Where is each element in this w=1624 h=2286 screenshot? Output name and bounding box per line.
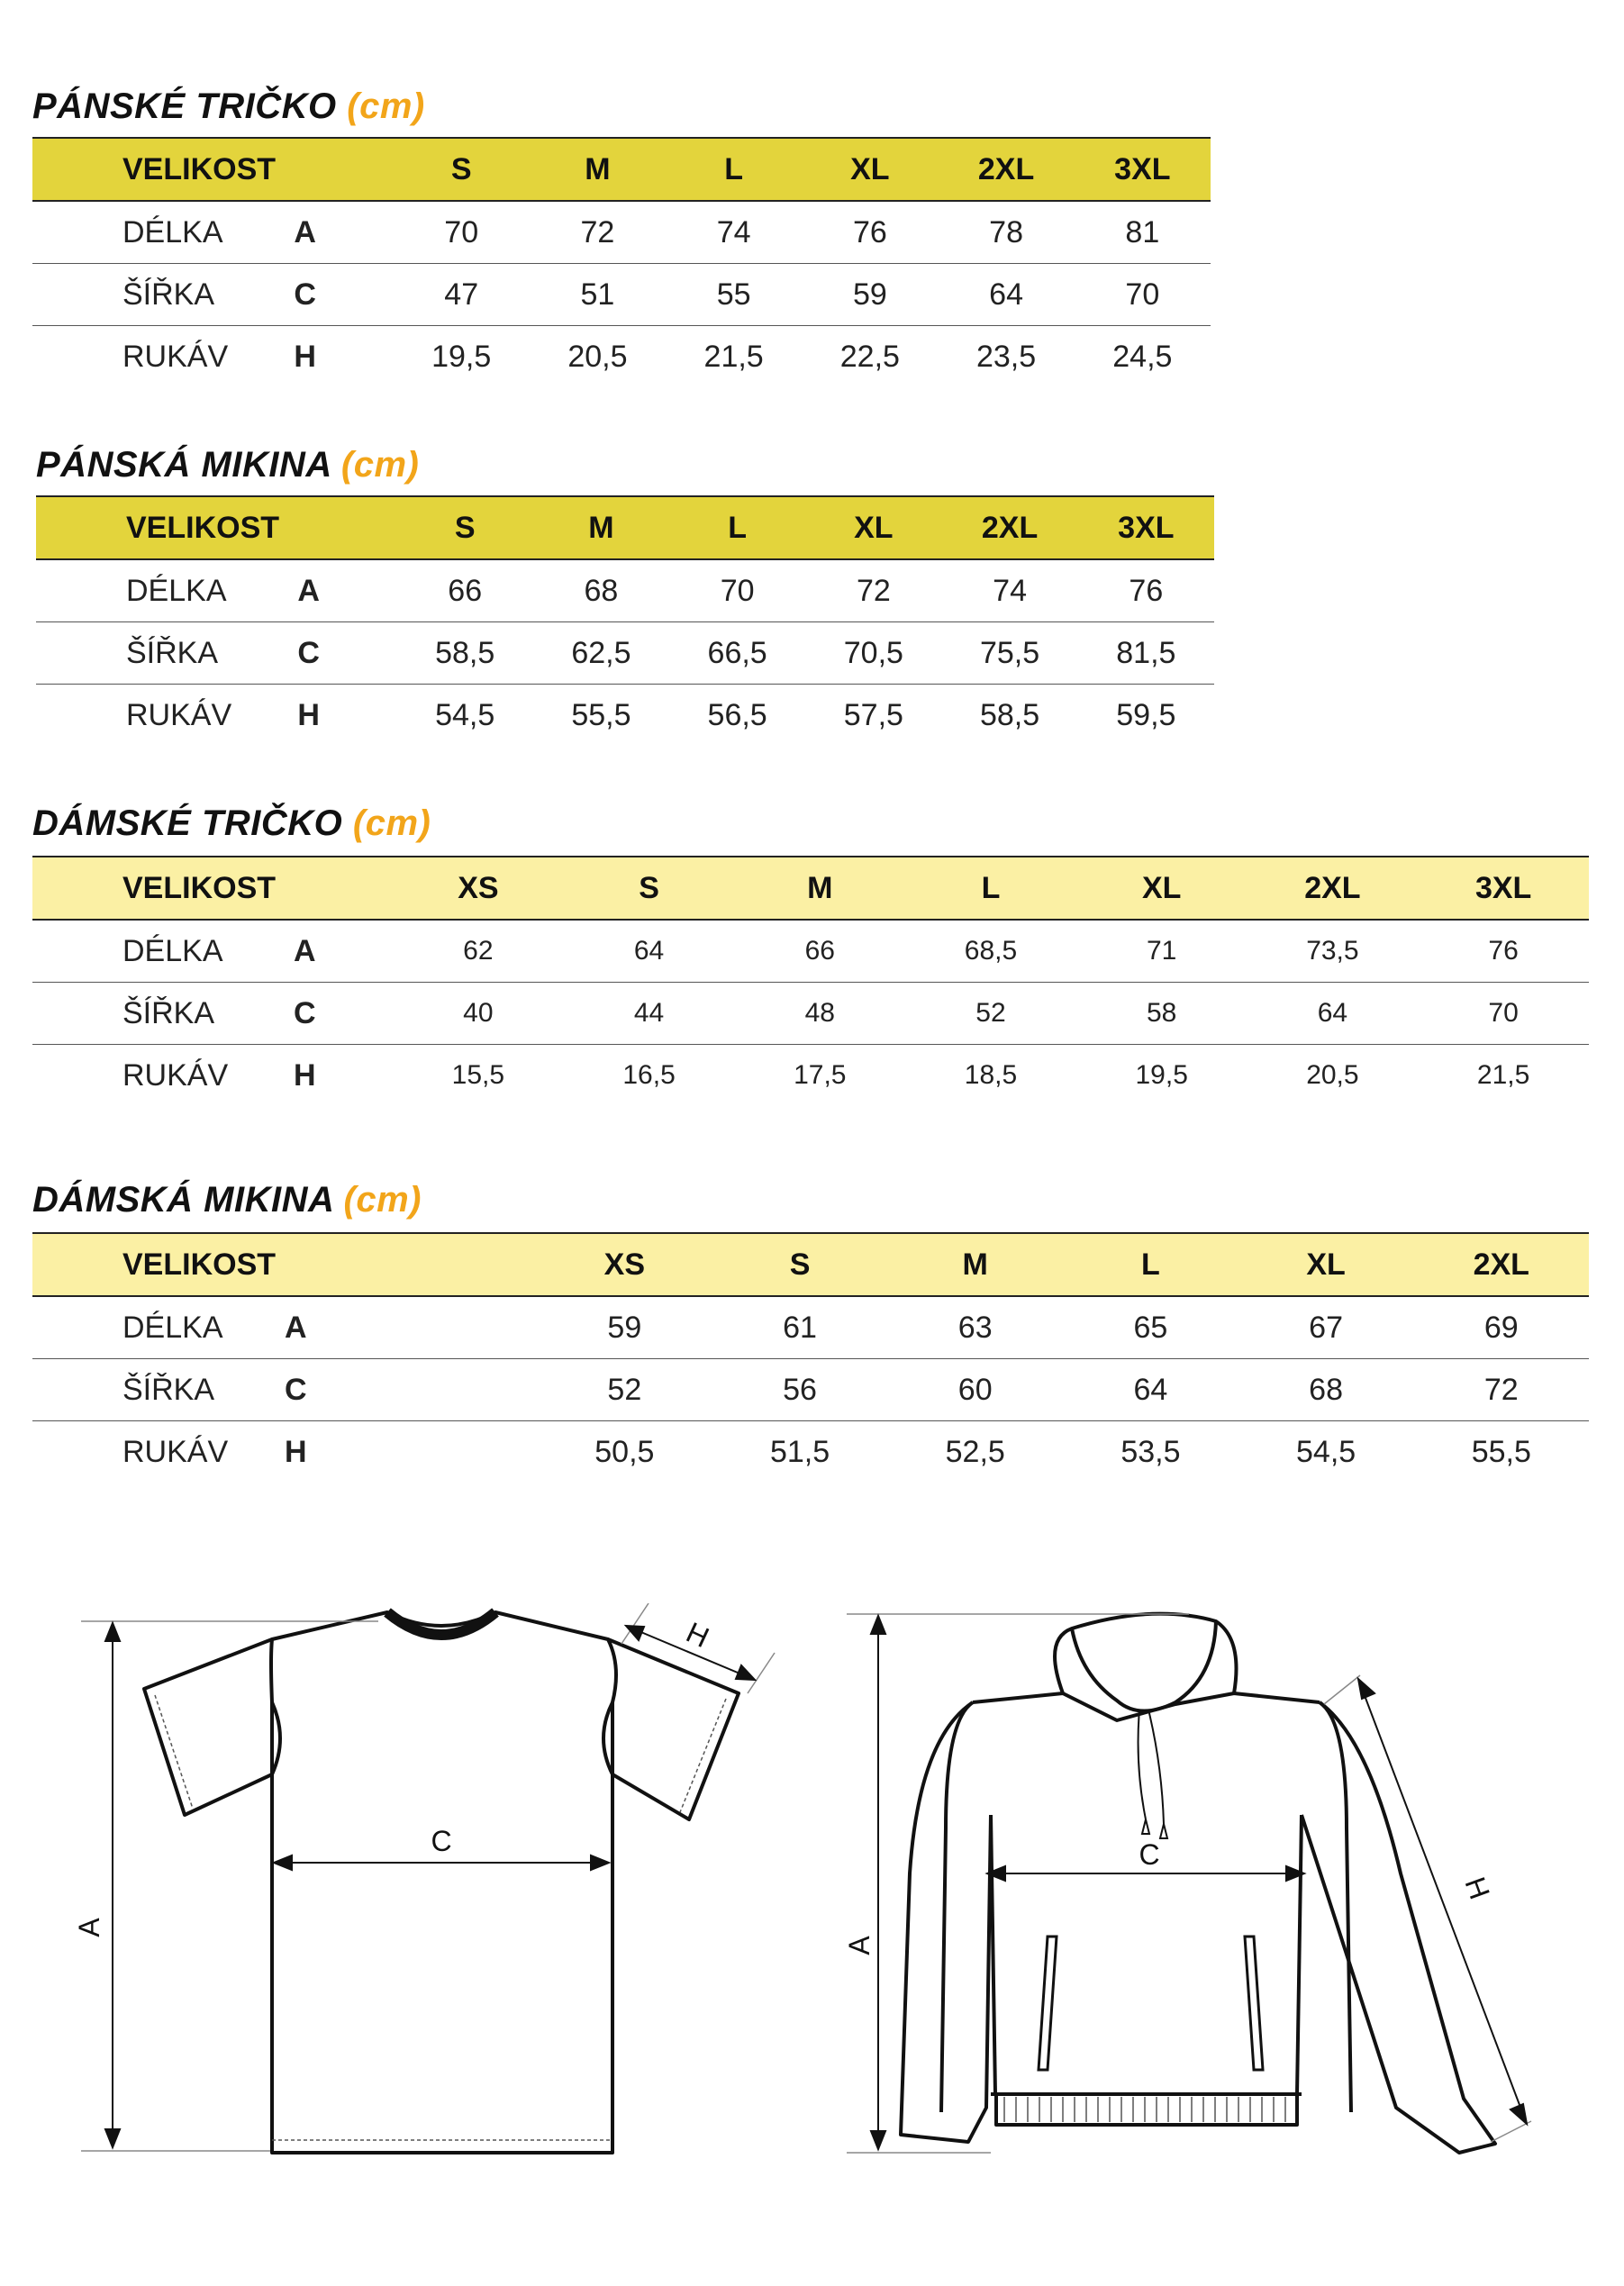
row-label: DÉLKA: [126, 573, 227, 608]
cell-value: 55,5: [1471, 1434, 1531, 1469]
table-row: [36, 685, 1214, 747]
cell-value: 76: [852, 214, 887, 249]
cell-value: 66: [804, 936, 835, 966]
header-velikost: VELIKOST: [122, 1247, 277, 1282]
cell-value: 66,5: [707, 635, 767, 670]
table-title-womens-tshirt: [32, 803, 431, 844]
tshirt-outline: [144, 1612, 739, 2153]
cell-value: 57,5: [843, 697, 903, 732]
size-table-mens-hoodie: [36, 495, 1214, 746]
cell-value: 64: [1317, 998, 1348, 1028]
row-label: DÉLKA: [122, 1310, 223, 1345]
cell-value: 58: [1146, 998, 1177, 1028]
size-header: XS: [458, 870, 499, 905]
table-row: [32, 1296, 1589, 1359]
row-code: C: [297, 635, 320, 670]
row-code: H: [294, 339, 316, 374]
cell-value: 63: [957, 1310, 993, 1345]
size-header: 2XL: [1304, 870, 1361, 905]
row-label: DÉLKA: [122, 214, 223, 249]
size-header: XL: [854, 510, 894, 545]
size-header: L: [1141, 1247, 1160, 1282]
tshirt-label-length: A: [73, 1918, 105, 1937]
size-header: L: [724, 151, 744, 186]
row-code: H: [285, 1434, 307, 1469]
cell-value: 21,5: [1476, 1060, 1530, 1090]
cell-value: 68,5: [964, 936, 1018, 966]
table-row: [32, 1045, 1589, 1107]
row-code: C: [294, 995, 316, 1030]
cell-value: 70: [1488, 998, 1519, 1028]
cell-value: 51: [580, 277, 615, 312]
cell-value: 70: [720, 573, 755, 608]
size-table-womens-hoodie: [32, 1232, 1589, 1483]
size-header: XL: [1306, 1247, 1346, 1282]
size-header: 2XL: [981, 510, 1039, 545]
cell-value: 74: [716, 214, 751, 249]
cell-value: 55,5: [571, 697, 631, 732]
cell-value: 69: [1483, 1310, 1519, 1345]
size-header: M: [962, 1247, 988, 1282]
size-header: S: [789, 1247, 811, 1282]
cell-value: 20,5: [1306, 1060, 1359, 1090]
header-velikost: VELIKOST: [122, 870, 277, 905]
cell-value: 78: [989, 214, 1023, 249]
hoodie-label-length: A: [843, 1936, 876, 1955]
cell-value: 75,5: [979, 635, 1040, 670]
row-code: A: [297, 573, 320, 608]
row-label: RUKÁV: [122, 1057, 229, 1093]
title-text: DÁMSKÉ TRIČKO: [32, 803, 343, 843]
size-header: S: [454, 510, 476, 545]
row-label: ŠÍŘKA: [122, 1372, 215, 1407]
table-header-row: [32, 1233, 1589, 1296]
cell-value: 59: [607, 1310, 642, 1345]
title-text: DÁMSKÁ MIKINA: [32, 1180, 333, 1220]
cell-value: 56,5: [707, 697, 767, 732]
cell-value: 52: [975, 998, 1006, 1028]
cell-value: 48: [804, 998, 835, 1028]
hoodie-diagram: [811, 1603, 1624, 2180]
title-unit: (cm): [352, 803, 431, 843]
cell-value: 44: [633, 998, 665, 1028]
row-code: H: [294, 1057, 316, 1093]
size-header: M: [807, 870, 833, 905]
cell-value: 15,5: [451, 1060, 505, 1090]
table-header-row: [32, 857, 1589, 920]
size-header: 3XL: [1114, 151, 1171, 186]
header-velikost: VELIKOST: [122, 151, 277, 186]
hoodie-dimension-lines: [847, 1614, 1531, 2153]
cell-value: 19,5: [1135, 1060, 1188, 1090]
row-label: DÉLKA: [122, 933, 223, 968]
cell-value: 62: [463, 936, 494, 966]
cell-value: 72: [1483, 1372, 1519, 1407]
size-table-womens-tshirt: [32, 856, 1589, 1106]
cell-value: 73,5: [1306, 936, 1359, 966]
cell-value: 20,5: [567, 339, 628, 374]
cell-value: 17,5: [794, 1060, 847, 1090]
cell-value: 56: [783, 1372, 817, 1407]
cell-value: 72: [856, 573, 891, 608]
tshirt-label-width: C: [431, 1825, 452, 1857]
cell-value: 51,5: [769, 1434, 830, 1469]
table-header-row: [36, 496, 1214, 559]
cell-value: 52: [607, 1372, 642, 1407]
title-text: PÁNSKÉ TRIČKO: [32, 86, 337, 126]
cell-value: 62,5: [571, 635, 631, 670]
cell-value: 23,5: [975, 339, 1037, 374]
row-label: ŠÍŘKA: [126, 635, 219, 670]
cell-value: 50,5: [594, 1434, 655, 1469]
table-title-mens-hoodie: [36, 445, 419, 485]
cell-value: 24,5: [1112, 339, 1173, 374]
cell-value: 81,5: [1116, 635, 1176, 670]
title-unit: (cm): [340, 445, 420, 485]
size-header: M: [588, 510, 614, 545]
cell-value: 72: [580, 214, 615, 249]
cell-value: 74: [993, 573, 1027, 608]
cell-value: 18,5: [964, 1060, 1018, 1090]
hoodie-ribbing: [1004, 2097, 1285, 2122]
size-header: 3XL: [1118, 510, 1175, 545]
row-label: RUKÁV: [126, 697, 232, 732]
hoodie-outline: [901, 1614, 1495, 2153]
hoodie-drawstrings: [1139, 1710, 1167, 1838]
table-row: [32, 983, 1589, 1045]
table-header-row: [32, 138, 1211, 201]
tshirt-stitches: [155, 1695, 726, 2140]
table-row: [32, 326, 1211, 388]
cell-value: 64: [1133, 1372, 1168, 1407]
cell-value: 81: [1125, 214, 1160, 249]
table-row: [36, 622, 1214, 685]
cell-value: 47: [444, 277, 479, 312]
cell-value: 66: [448, 573, 483, 608]
cell-value: 71: [1146, 936, 1177, 966]
header-velikost: VELIKOST: [126, 510, 280, 545]
cell-value: 53,5: [1120, 1434, 1181, 1469]
size-header: M: [585, 151, 611, 186]
title-unit: (cm): [347, 86, 425, 126]
cell-value: 59,5: [1116, 697, 1176, 732]
row-label: ŠÍŘKA: [122, 277, 215, 312]
cell-value: 21,5: [703, 339, 764, 374]
cell-value: 16,5: [622, 1060, 676, 1090]
table-row: [32, 920, 1589, 983]
table-title-mens-tshirt: [32, 86, 425, 127]
row-label: ŠÍŘKA: [122, 995, 215, 1030]
cell-value: 58,5: [435, 635, 495, 670]
cell-value: 70,5: [843, 635, 903, 670]
cell-value: 54,5: [435, 697, 495, 732]
cell-value: 22,5: [839, 339, 900, 374]
row-code: C: [285, 1372, 307, 1407]
title-text: PÁNSKÁ MIKINA: [36, 445, 331, 485]
cell-value: 19,5: [431, 339, 492, 374]
cell-value: 64: [633, 936, 665, 966]
table-row: [32, 264, 1211, 326]
size-header: L: [981, 870, 1001, 905]
table-row: [32, 1359, 1589, 1421]
size-header: 2XL: [977, 151, 1035, 186]
hoodie-label-width: C: [1139, 1838, 1160, 1871]
size-header: 3XL: [1474, 870, 1532, 905]
cell-value: 70: [444, 214, 479, 249]
cell-value: 67: [1309, 1310, 1343, 1345]
title-unit: (cm): [343, 1180, 422, 1220]
hoodie-label-sleeve: H: [1458, 1873, 1497, 1904]
cell-value: 61: [783, 1310, 817, 1345]
row-label: RUKÁV: [122, 339, 229, 374]
tshirt-dimension-lines: [81, 1603, 775, 2151]
size-header: 2XL: [1473, 1247, 1529, 1282]
cell-value: 76: [1129, 573, 1164, 608]
cell-value: 60: [957, 1372, 993, 1407]
row-code: H: [297, 697, 320, 732]
cell-value: 54,5: [1296, 1434, 1356, 1469]
size-header: XL: [850, 151, 890, 186]
hoodie-pockets: [1039, 1937, 1263, 2070]
size-header: XL: [1141, 870, 1182, 905]
row-label: RUKÁV: [122, 1434, 229, 1469]
cell-value: 65: [1133, 1310, 1168, 1345]
table-row: [36, 559, 1214, 622]
size-header: L: [728, 510, 748, 545]
row-code: A: [294, 933, 316, 968]
tshirt-label-sleeve: H: [681, 1615, 714, 1655]
size-header: S: [450, 151, 472, 186]
cell-value: 58,5: [979, 697, 1040, 732]
cell-value: 40: [463, 998, 494, 1028]
size-table-mens-tshirt: [32, 137, 1211, 387]
cell-value: 70: [1125, 277, 1160, 312]
cell-value: 76: [1488, 936, 1519, 966]
size-header: XS: [603, 1247, 646, 1282]
cell-value: 68: [1309, 1372, 1343, 1407]
tshirt-diagram: [0, 1603, 811, 2180]
row-code: C: [294, 277, 316, 312]
row-code: A: [285, 1310, 307, 1345]
table-row: [32, 201, 1211, 264]
cell-value: 55: [716, 277, 751, 312]
cell-value: 68: [584, 573, 619, 608]
cell-value: 64: [989, 277, 1023, 312]
cell-value: 52,5: [945, 1434, 1005, 1469]
table-row: [32, 1421, 1589, 1483]
row-code: A: [294, 214, 316, 249]
cell-value: 59: [852, 277, 887, 312]
size-header: S: [639, 870, 659, 905]
table-title-womens-hoodie: [32, 1180, 422, 1220]
